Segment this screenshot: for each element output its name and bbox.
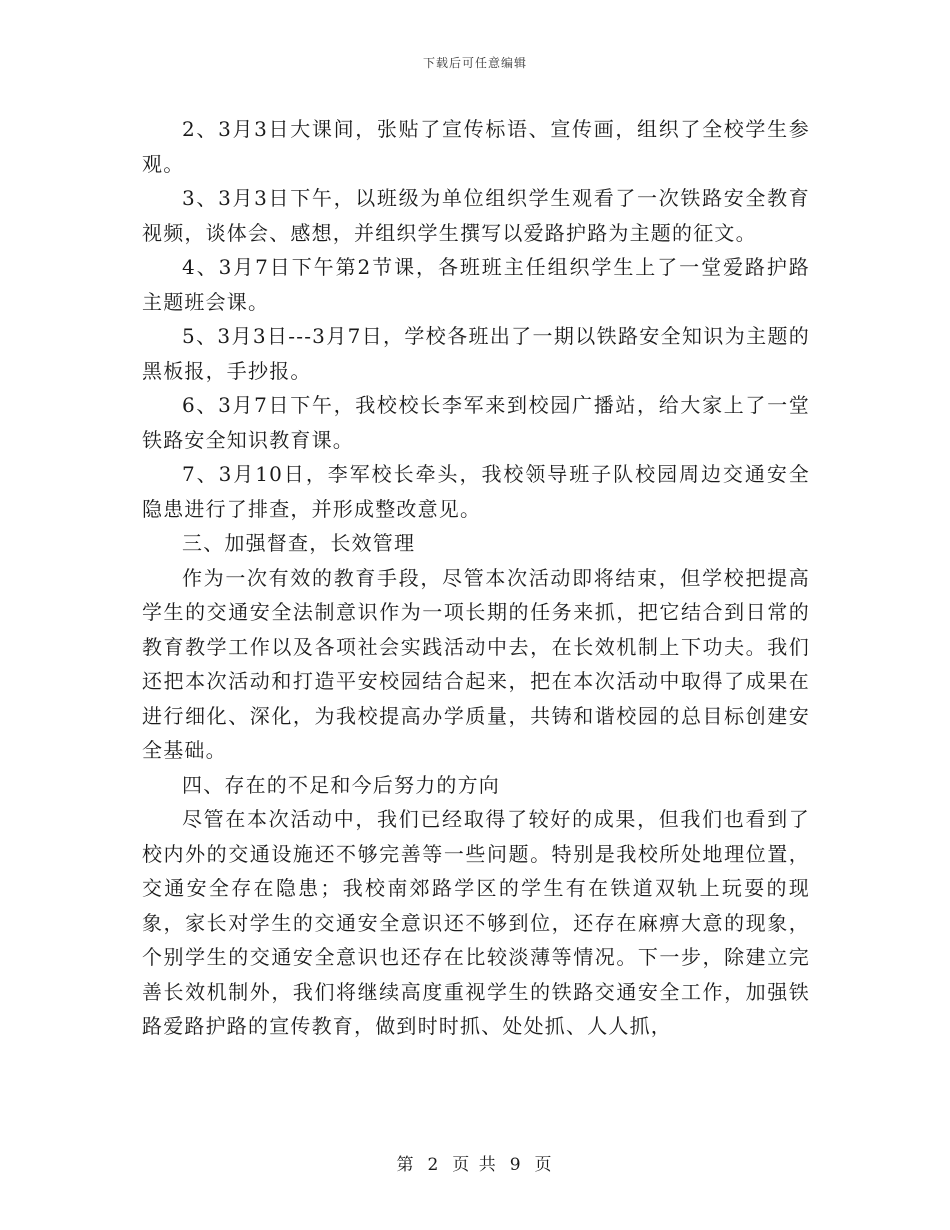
header-note: 下载后可任意编辑	[422, 56, 527, 70]
section-heading-3: 三、加强督查，长效管理	[182, 531, 416, 555]
paragraph-item-6: 6、3月7日下午，我校校长李军来到校园广播站，给大家上了一堂铁路安全知识教育课。	[142, 393, 810, 452]
paragraph-item-4: 4、3月7日下午第2节课，各班班主任组织学生上了一堂爱路护路主题班会课。	[142, 255, 810, 314]
section-3-body: 作为一次有效的教育手段，尽管本次活动即将结束，但学校把提高学生的交通安全法制意识作为一项长期的任务来抓，把它结合到日常的教育教学工作以及各项社会实践活动中去，在长效机制上下功夫。我们还把本次活动和打造平安校园结合起来，把在本次活动中取得了成果在进行细化、深化，为我校提高办学质量，共铸和谐校园的总目标创建安全基础。	[142, 565, 810, 762]
document-body	[142, 112, 810, 1044]
footer-suffix: 页	[534, 1155, 554, 1175]
paragraph-item-3: 3、3月3日下午，以班级为单位组织学生观看了一次铁路安全教育视频，谈体会、感想，并组织学生撰写以爱路护路为主题的征文。	[142, 186, 810, 245]
section-heading-4: 四、存在的不足和今后努力的方向	[182, 772, 500, 797]
page-footer	[0, 1150, 950, 1175]
footer-page-number: 2	[427, 1155, 441, 1175]
paragraph-item-5: 5、3月3日---3月7日，学校各班出了一期以铁路安全知识为主题的黑板报，手抄报。	[142, 324, 810, 383]
footer-mid: 页 共	[452, 1155, 498, 1175]
footer-prefix: 第	[396, 1155, 416, 1175]
paragraph-item-2: 2、3月3日大课间，张贴了宣传标语、宣传画，组织了全校学生参观。	[142, 117, 810, 176]
paragraph-item-7: 7、3月10日，李军校长牵头，我校领导班子队校园周边交通安全隐患进行了排查，并形成整改意见。	[142, 462, 810, 521]
section-4-body: 尽管在本次活动中，我们已经取得了较好的成果，但我们也看到了校内外的交通设施还不够完善等一些问题。特别是我校所处地理位置，交通安全存在隐患；我校南郊路学区的学生有在铁道双轨上玩耍的现象，家长对学生的交通安全意识还不够到位，还存在麻痹大意的现象，个别学生的交通安全意识也还存在比较淡薄等情况。下一步，除建立完善长效机制外，我们将继续高度重视学生的铁路交通安全工作，加强铁路爱路护路的宣传教育，做到时时抓、处处抓、人人抓，	[142, 807, 810, 1038]
footer-total-pages: 9	[509, 1155, 523, 1175]
